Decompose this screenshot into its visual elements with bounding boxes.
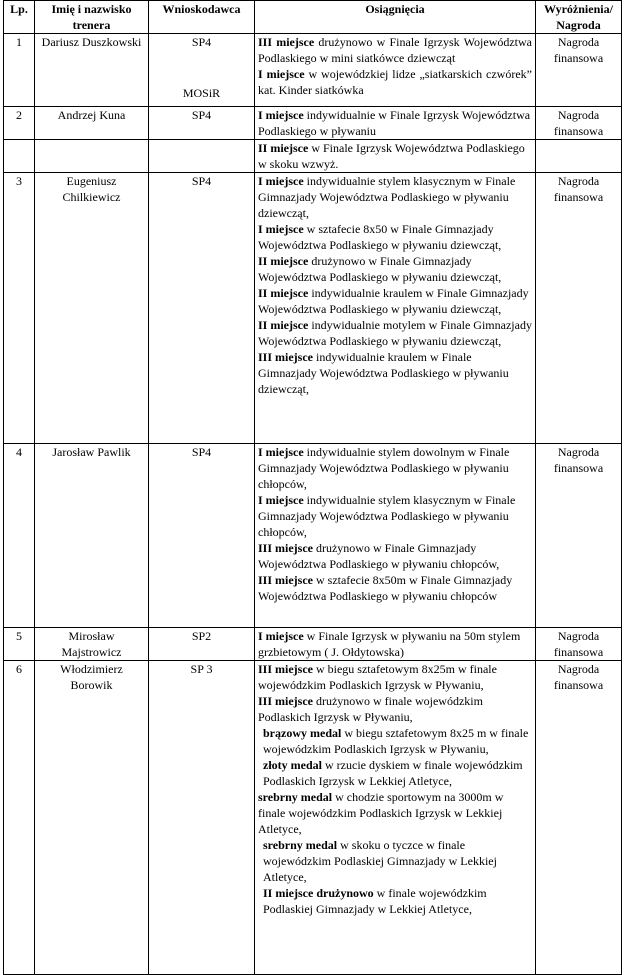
achievement-item: I miejsce indywidualnie stylem klasycznym w Finale Gimnazjady Województwa Podlaskiego w pływaniu chłopców, [258,493,516,539]
cell-achievements [255,34,536,107]
cell-name: Andrzej Kuna [35,107,149,140]
cell-achievements [255,661,536,975]
header-award: Wyróżnienia/ Nagroda [536,1,622,34]
header-achievements: Osiągnięcia [255,1,536,34]
achievement-item: II miejsce drużynowo w finale wojewódzkim Podlaskiej Gimnazjady w Lekkiej Atletyce, [263,886,487,916]
achievement-item: III miejsce drużynowo w Finale Igrzysk Województwa Podlaskiego w mini siatkówce dziewcząt [258,35,533,65]
table-row [4,628,622,661]
cell-applicant: SP2 [149,628,255,661]
coaches-table [3,0,622,975]
cell-applicant [149,34,255,107]
achievement-item: III miejsce drużynowo w finale wojewódzkim Podlaskich Igrzysk w Pływaniu, [258,694,483,724]
cell-award: Nagroda finansowa [536,628,622,661]
achievement-item: brązowy medal w biegu sztafetowym 8x25 m w finale wojewódzkim Podlaskich Igrzysk w Pływaniu, [263,726,529,756]
table-row [4,107,622,140]
table-row [4,34,622,107]
cell-empty [536,140,622,173]
cell-achievements [255,444,536,628]
cell-name: Eugeniusz Chilkiewicz [35,173,149,444]
achievement-item: II miejsce indywidualnie kraulem w Finale Gimnazjady Województwa Podlaskiego w pływaniu dziewcząt, [258,286,529,316]
cell-name: Mirosław Majstrowicz [35,628,149,661]
table-row [4,444,622,628]
cell-name: Dariusz Duszkowski [35,34,149,107]
cell-award: Nagroda finansowa [536,173,622,444]
achievement-item: I miejsce indywidualnie stylem dowolnym w Finale Gimnazjady Województwa Podlaskiego w pływaniu chłopców, [258,445,510,491]
achievement-item: III miejsce indywidualnie kraulem w Finale Gimnazjady Województwa Podlaskiego w pływaniu dziewcząt, [258,350,509,396]
cell-award: Nagroda finansowa [536,107,622,140]
cell-lp: 1 [4,34,35,107]
cell-applicant: SP 3 [149,661,255,975]
applicant-secondary: MOSiR [182,86,221,100]
achievement-item: srebrny medal w chodzie sportowym na 3000m w finale wojewódzkim Podlaskich Igrzysk w Lekkiej Atletyce, [258,790,504,836]
cell-achievements [255,107,536,140]
cell-empty [35,140,149,173]
cell-lp: 6 [4,661,35,975]
cell-lp: 3 [4,173,35,444]
achievement-item: I miejsce indywidualnie w Finale Igrzysk Województwa Podlaskiego w pływaniu [258,108,531,138]
achievement-item: I miejsce indywidualnie stylem klasycznym w Finale Gimnazjady Województwa Podlaskiego w pływaniu dziewcząt, [258,174,516,220]
achievement-item: I miejsce w Finale Igrzysk w pływaniu na 50m stylem grzbietowym ( J. Ołdytowska) [258,629,521,659]
header-row [4,1,622,34]
cell-award: Nagroda finansowa [536,444,622,628]
cell-lp: 4 [4,444,35,628]
achievement-item: I miejsce w wojewódzkiej lidze „siatkarskich czwórek” kat. Kinder siatkówka [258,67,532,97]
cell-applicant: SP4 [149,444,255,628]
cell-name: Włodzimierz Borowik [35,661,149,975]
achievement-item: srebrny medal w skoku o tyczce w finale wojewódzkim Podlaskiej Gimnazjady w Lekkiej Atletyce, [263,838,497,884]
achievement-item: II miejsce w Finale Igrzysk Województwa Podlaskiego w skoku wzwyż. [258,141,525,171]
cell-empty [4,140,35,173]
cell-lp: 2 [4,107,35,140]
header-applicant: Wnioskodawca [149,1,255,34]
cell-name: Jarosław Pawlik [35,444,149,628]
table-row [4,140,622,173]
header-name: Imię i nazwisko trenera [35,1,149,34]
cell-award: Nagroda finansowa [536,661,622,975]
cell-lp: 5 [4,628,35,661]
cell-applicant: SP4 [149,173,255,444]
table-row [4,661,622,975]
achievement-item: II miejsce indywidualnie motylem w Finale Gimnazjady Województwa Podlaskiego w pływaniu dziewcząt, [258,318,532,348]
cell-applicant: SP4 [149,107,255,140]
cell-achievements [255,173,536,444]
achievement-item: III miejsce w sztafecie 8x50m w Finale Gimnazjady Województwa Podlaskiego w pływaniu chłopców [258,573,513,603]
cell-achievements [255,140,536,173]
achievement-item: złoty medal w rzucie dyskiem w finale wojewódzkim Podlaskich Igrzysk w Lekkiej Atletyce, [263,758,523,788]
header-lp: Lp. [4,1,35,34]
achievement-item: III miejsce w biegu sztafetowym 8x25m w finale wojewódzkim Podlaskich Igrzysk w Pływaniu, [258,662,497,692]
applicant-primary: SP4 [191,35,212,49]
cell-award: Nagroda finansowa [536,34,622,107]
achievement-item: I miejsce w sztafecie 8x50 w Finale Gimnazjady Województwa Podlaskiego w pływaniu dziewcząt, [258,222,502,252]
cell-empty [149,140,255,173]
table-row [4,173,622,444]
achievement-item: III miejsce drużynowo w Finale Gimnazjady Województwa Podlaskiego w pływaniu chłopców, [258,541,500,571]
cell-achievements [255,628,536,661]
achievement-item: II miejsce drużynowo w Finale Gimnazjady Województwa Podlaskiego w pływaniu dziewcząt, [258,254,502,284]
